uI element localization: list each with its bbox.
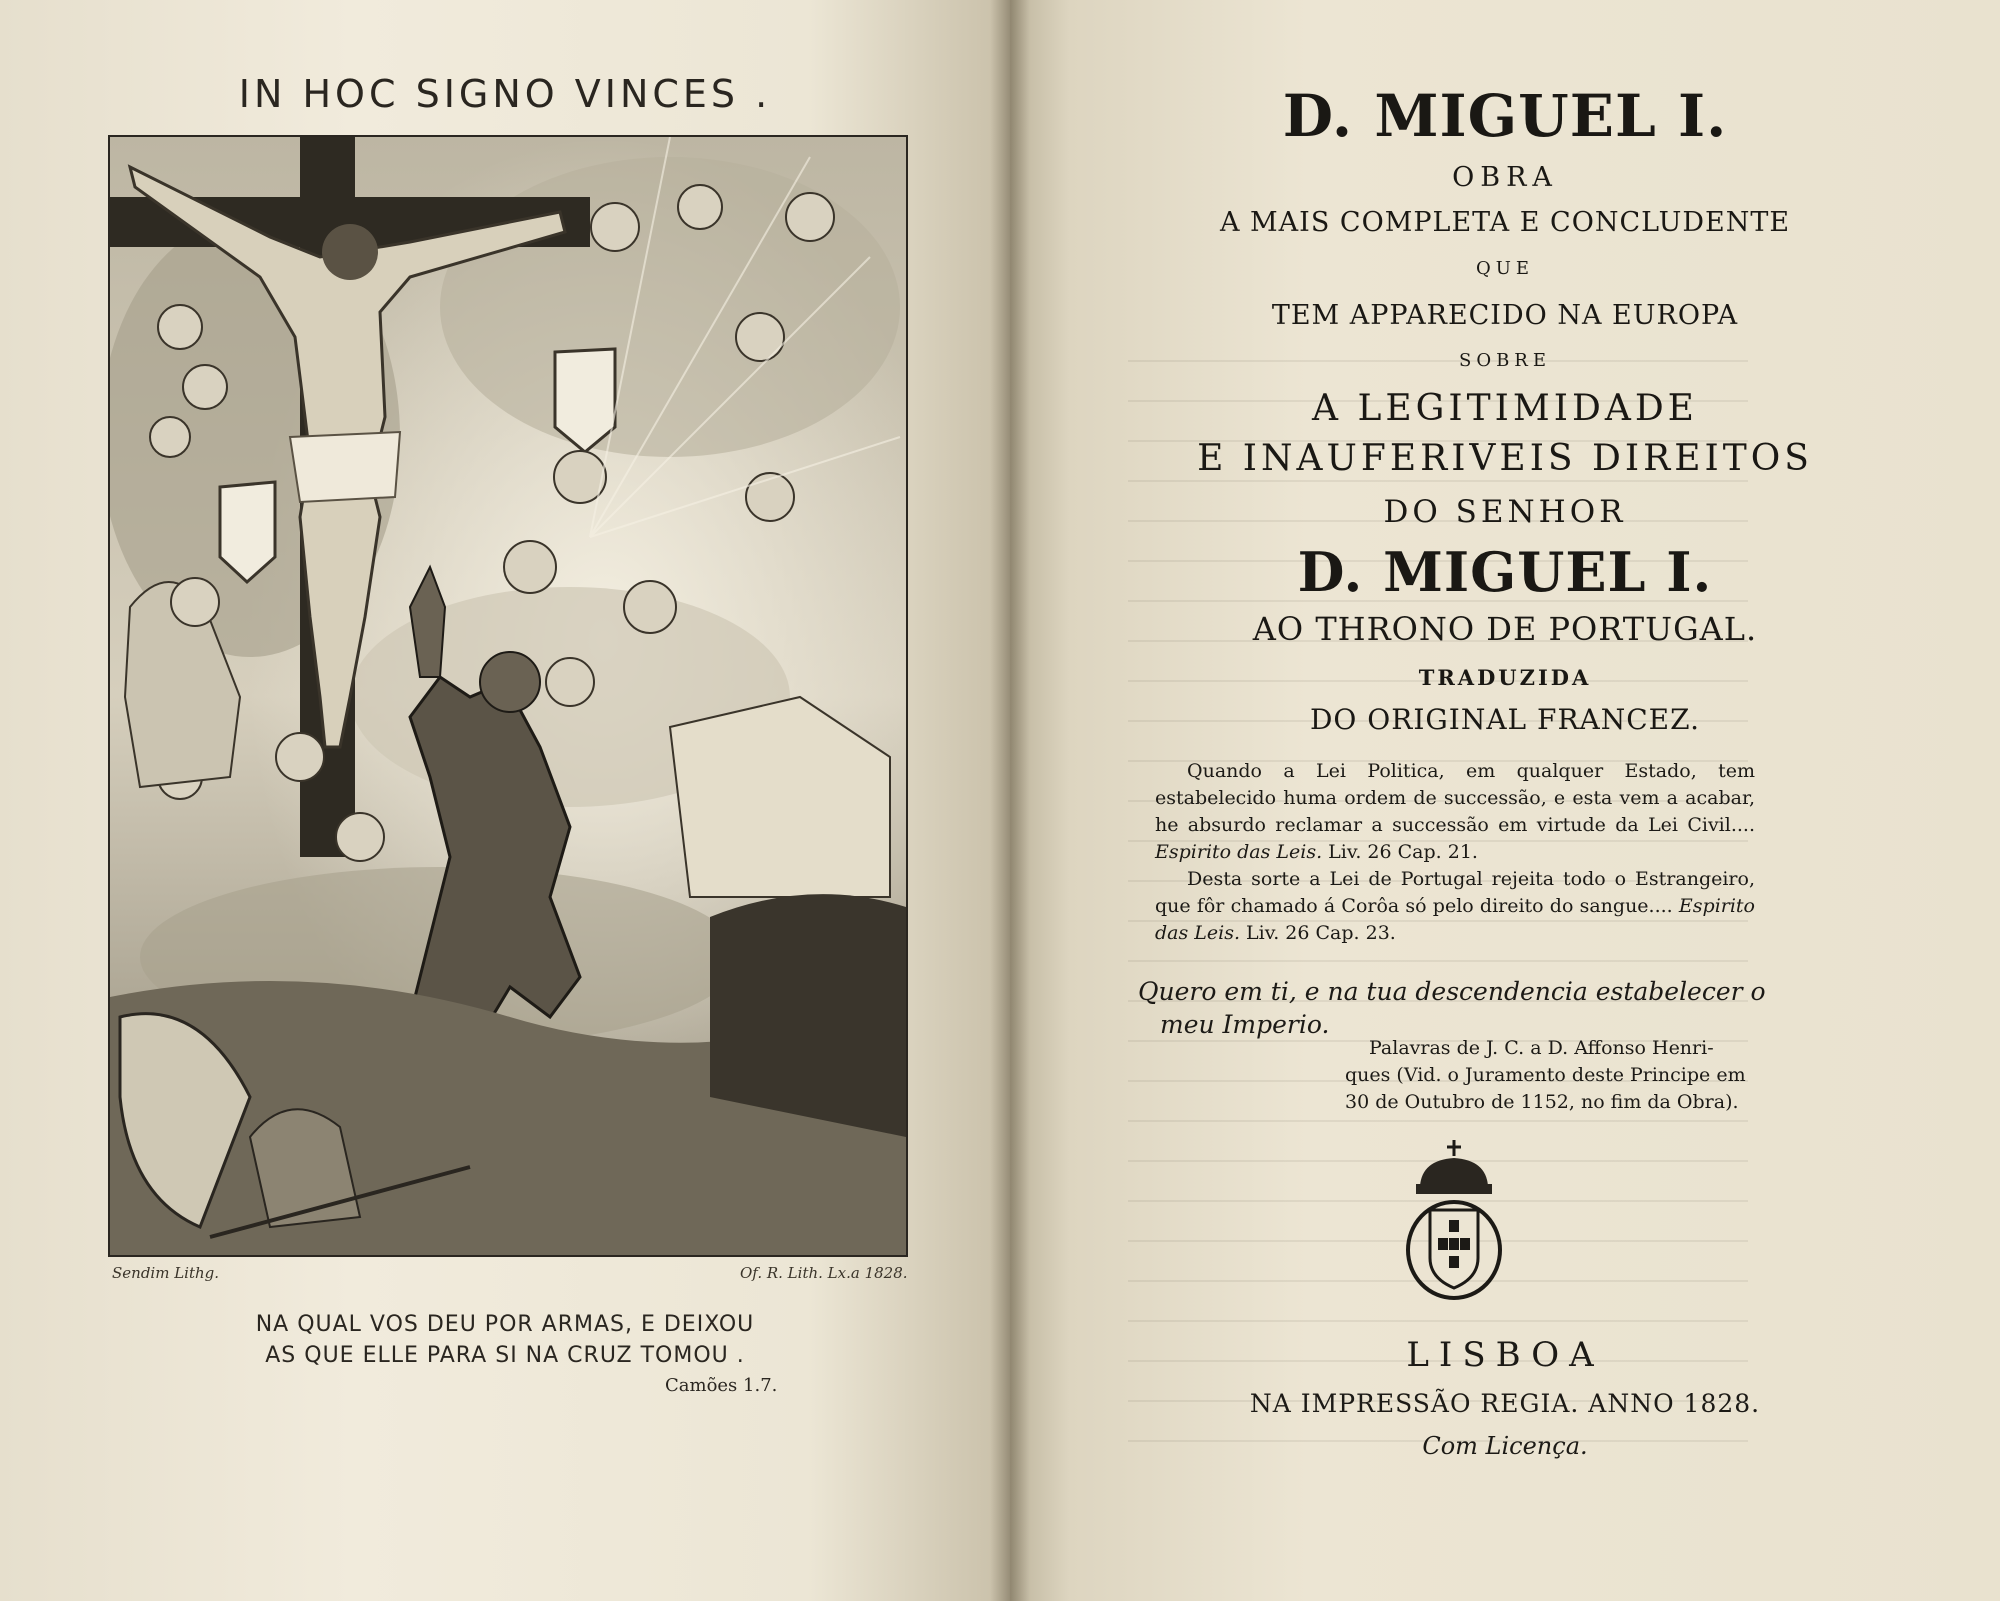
- obra-heading: OBRA: [1452, 162, 1558, 193]
- subtitle-que: QUE: [1475, 258, 1535, 279]
- epigraph-block: [1155, 758, 1755, 947]
- caption-reference: Camões 1.7.: [665, 1375, 778, 1396]
- epigraph-paragraph-2: Desta sorte a Lei de Portugal rejeita todo o Estrangeiro, que fôr chamado á Corôa só pelo direito do sangue.... Espirito das Leis. Liv. 26 Cap. 23.: [1155, 868, 1755, 944]
- imprint-press: NA IMPRESSÃO REGIA. ANNO 1828.: [1249, 1389, 1761, 1418]
- epigraph-paragraph-1: Quando a Lei Politica, em qualquer Estado, tem estabelecido huma ordem de successão, e esta vem a acabar, he absurdo reclamar a successão em virtude da Lei Civil.... Espirito das Leis. Liv. 26 Cap. 21.: [1155, 760, 1755, 863]
- caption-line-1: NA QUAL VOS DEU POR ARMAS, E DEIXOU: [255, 1312, 755, 1337]
- attribution-line-2: ques (Vid. o Juramento deste Principe em: [1345, 1064, 1746, 1086]
- attribution-line-1: Palavras de J. C. a D. Affonso Henri-: [1369, 1037, 1714, 1059]
- subtitle-line-g: DO ORIGINAL FRANCEZ.: [1309, 703, 1700, 736]
- caption-line-2: AS QUE ELLE PARA SI NA CRUZ TOMOU .: [265, 1343, 745, 1368]
- subtitle-line-c: A LEGITIMIDADE: [1312, 388, 1698, 429]
- engraving-illustration: [110, 137, 906, 1255]
- royal-arms-emblem: [1402, 1138, 1506, 1300]
- subtitle-sobre: SOBRE: [1458, 350, 1551, 371]
- subtitle-line-a: A MAIS COMPLETA E CONCLUDENTE: [1219, 207, 1791, 238]
- subtitle-line-b: TEM APPARECIDO NA EUROPA: [1271, 300, 1739, 331]
- subtitle-line-d: E INAUFERIVEIS DIREITOS: [1197, 438, 1813, 479]
- verse-line-2: meu Imperio.: [1160, 1010, 1330, 1039]
- lithographer-credit: Sendim Lithg.: [112, 1264, 220, 1282]
- secondary-title: D. MIGUEL I.: [1297, 540, 1713, 604]
- book-gutter: [990, 0, 1030, 1601]
- printer-credit: Of. R. Lith. Lx.a 1828.: [740, 1264, 908, 1282]
- crucifixion-engraving: [108, 135, 908, 1257]
- main-title: D. MIGUEL I.: [1282, 82, 1728, 150]
- imprint-city: LISBOA: [1406, 1335, 1604, 1375]
- imprint-licence: Com Licença.: [1422, 1432, 1588, 1460]
- subtitle-line-e: DO SENHOR: [1383, 494, 1627, 530]
- verse-line-1: Quero em ti, e na tua descendencia estabelecer o: [1138, 977, 1766, 1006]
- verse-quote: [1138, 975, 1798, 1041]
- subtitle-line-f: AO THRONO DE PORTUGAL.: [1252, 610, 1758, 648]
- traduzida-heading: TRADUZIDA: [1418, 665, 1592, 690]
- motto: IN HOC SIGNO VINCES .: [238, 72, 772, 116]
- verse-attribution: [1345, 1035, 1775, 1116]
- attribution-line-3: 30 de Outubro de 1152, no fim da Obra).: [1345, 1091, 1739, 1113]
